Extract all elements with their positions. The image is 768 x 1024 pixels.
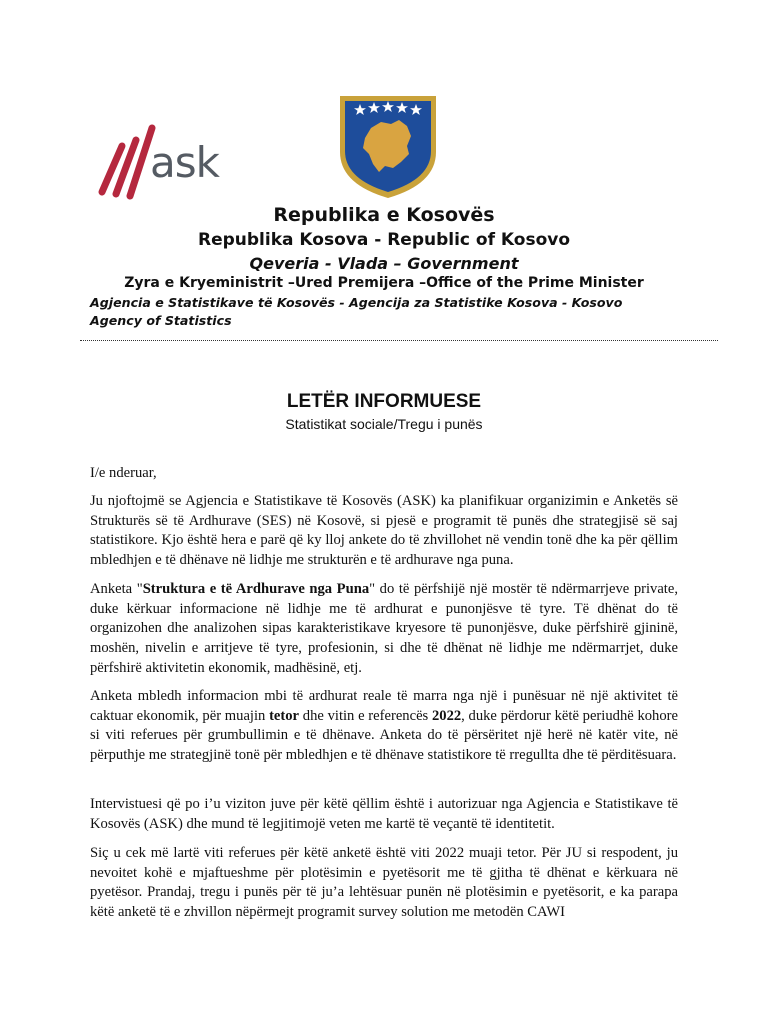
kosovo-coat-of-arms-icon <box>335 92 441 200</box>
paragraph-interviewer: Intervistuesi që po i’u viziton juve për këtë qëllim është i autorizuar nga Agjencia e Statistikave të Kosovës (ASK) dhe mund të legjitimojë veten me kartë të veçantë të identitetit. <box>90 796 678 832</box>
ask-logo-text: ask <box>150 138 219 187</box>
paragraph-intro: Ju njoftojmë se Agjencia e Statistikave të Kosovës (ASK) ka planifikuar organizimin e Anketës së Strukturës së të Ardhurave (SES) në Kosovë, si pjesë e programit të punës dhe strategjisë së saj statistikore. Kjo është hera e parë që ky lloj ankete do të zhvillohet në vendin tonë dhe ka për qëllim mbledhjen e të dhënave në lidhje me strukturën e të ardhurave nga puna. <box>90 493 678 569</box>
paragraph-text: Anketa " <box>90 581 143 597</box>
paragraph-reference-year: Siç u cek më lartë viti referues për këtë anketë është viti 2022 muaji tetor. Për JU si respodent, ju nevoitet kohë e mjaftueshme për plotësimin e pyetësorit me të gjitha të dhënat e kërkuara në pyetësor. Prandaj, tregu i punës për të ju’a lehtësuar punën në plotësimin e pyetësorit, e ka parapa këtë anketë të e zhvillon nëpërmejt programit survey solution me metodën CAWI <box>90 845 678 921</box>
paragraph-reference-period <box>90 687 678 766</box>
reference-year: 2022 <box>431 707 462 724</box>
survey-name: Struktura e të Ardhurave nga Puna <box>142 581 370 597</box>
reference-month: tetor <box>269 707 300 724</box>
paragraph-text: , duke përdorur këtë periudhë kohore si viti referues për grumbullimin e të dhënave. Anketa do të përsëritet një herë në katër vite, në përputhje me strategjinë tonë për mbledhjen e të dhënave statistikore të rregullta dhe të përditësuara. <box>90 707 678 764</box>
paragraph-text: dhe vitin e referencës <box>299 707 432 724</box>
document-subtitle: Statistikat sociale/Tregu i punës <box>285 416 483 432</box>
header-republic-subtitle: Republika Kosova - Republic of Kosovo <box>197 230 571 250</box>
header-agency: Agjencia e Statistikave të Kosovës - Agencija za Statistike Kosova - Kosovo Agency of Statistics <box>90 295 623 328</box>
header-government: Qeveria - Vlada – Government <box>249 254 519 273</box>
paragraph-text: " do të përfshijë një mostër të ndërmarrjeve private, duke kërkuar informacione në lidhje me të ardhurat e punonjësve të tyre. Të dhënat do të organizohen dhe analizohen sipas karakteristikave kryesore të punonjësve, duke përfshirë gjininë, moshën, nivelin e arritjeve të tyre, profesionin, si dhe të dhënat në lidhje me ndërmarrjet, duke përfshirë aktivitetin ekonomik, madhësinë, etj. <box>90 581 678 676</box>
document-title: LETËR INFORMUESE <box>286 391 482 412</box>
paragraph-survey-description <box>90 580 678 679</box>
header-prime-minister-office: Zyra e Kryeministrit –Ured Premijera –Office of the Prime Minister <box>124 275 644 291</box>
header-republic-title: Republika e Kosovës <box>273 204 495 226</box>
greeting: I/e nderuar, <box>90 465 157 481</box>
header-divider <box>80 340 718 341</box>
paragraph-text: Anketa mbledh informacion mbi të ardhurat reale të marra nga një i punësuar në një aktivitet të caktuar ekonomik, për muajin <box>90 688 678 724</box>
